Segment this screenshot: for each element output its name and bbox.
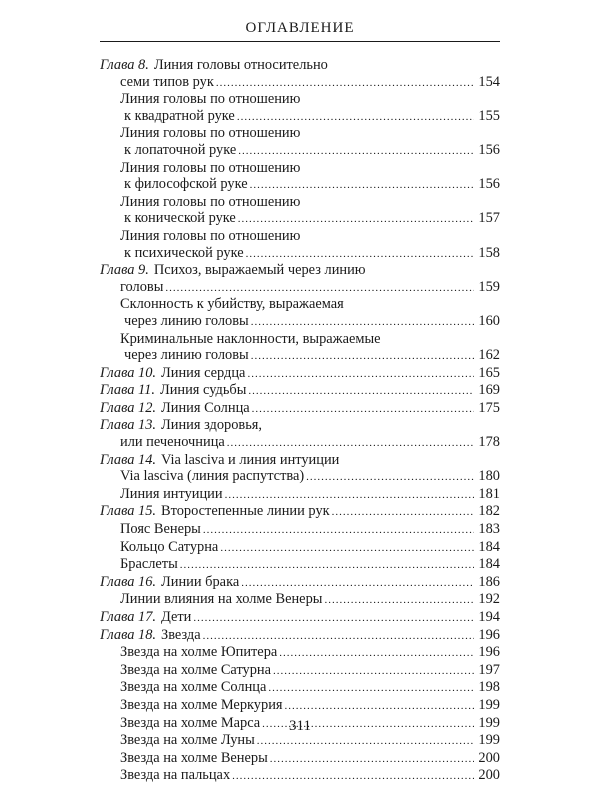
dot-leader: [180, 557, 474, 574]
chapter-label: Глава 17.: [100, 609, 156, 625]
entry-page-number: 165: [478, 364, 500, 381]
toc-line: [100, 313, 500, 331]
dot-leader: [193, 610, 474, 627]
entry-title: Линия головы относительно: [153, 57, 328, 73]
chapter-label: Глава 13.: [100, 417, 156, 434]
toc-section-entry: [100, 767, 500, 785]
entry-title: к философской руке: [124, 176, 248, 193]
toc-line: [100, 679, 500, 697]
toc-line: [100, 382, 500, 400]
dot-leader: [238, 211, 474, 228]
table-of-contents: [100, 57, 500, 785]
entry-title: Линия сердца: [161, 364, 246, 381]
chapter-label: Глава 15.: [100, 503, 156, 520]
toc-section-entry: [100, 750, 500, 768]
entry-page-number: 180: [478, 468, 500, 485]
entry-title: головы: [120, 278, 164, 295]
toc-section-entry: [100, 468, 500, 486]
entry-title: Линия судьбы: [159, 382, 247, 399]
dot-leader: [250, 177, 474, 194]
entry-page-number: 198: [478, 679, 500, 696]
toc-section-entry: [100, 679, 500, 697]
toc-section-entry: [100, 591, 500, 609]
entry-title: семи типов рук: [120, 73, 214, 90]
entry-title: Линия головы по отношению: [120, 227, 301, 244]
toc-line: [100, 574, 500, 592]
toc-chapter-entry: [100, 627, 500, 645]
dot-leader: [285, 698, 474, 715]
toc-chapter-entry: [100, 365, 500, 383]
toc-chapter-entry: [100, 382, 500, 400]
toc-line: [100, 521, 500, 539]
toc-chapter-entry: [100, 574, 500, 592]
toc-line: [100, 556, 500, 574]
toc-section-entry: [100, 486, 500, 504]
entry-page-number: 169: [478, 382, 500, 399]
toc-section-entry: [100, 91, 500, 125]
toc-section-entry: [100, 160, 500, 194]
entry-page-number: 200: [478, 749, 500, 766]
entry-page-number: 156: [478, 141, 500, 158]
toc-section-entry: [100, 697, 500, 715]
entry-title: Звезда на холме Солнца: [120, 679, 267, 696]
toc-line: [100, 417, 500, 434]
dot-leader: [306, 469, 474, 486]
chapter-label: Глава 8.: [100, 57, 149, 73]
entry-page-number: 200: [478, 767, 500, 784]
toc-line: [100, 194, 500, 211]
entry-page-number: 181: [478, 485, 500, 502]
toc-section-entry: [100, 662, 500, 680]
toc-chapter-entry: [100, 452, 500, 469]
entry-page-number: 199: [478, 732, 500, 749]
entry-title: Линии влияния на холме Венеры: [120, 591, 323, 608]
entry-page-number: 175: [478, 399, 500, 416]
toc-line: [100, 347, 500, 365]
entry-page-number: 155: [478, 107, 500, 124]
entry-title: к квадратной руке: [124, 107, 235, 124]
entry-page-number: 182: [478, 503, 500, 520]
entry-title: Линия Солнца: [161, 399, 250, 416]
entry-page-number: 192: [478, 591, 500, 608]
toc-line: [100, 400, 500, 418]
toc-line: [100, 142, 500, 160]
toc-chapter-entry: [100, 609, 500, 627]
toc-line: [100, 627, 500, 645]
entry-page-number: 196: [478, 644, 500, 661]
dot-leader: [246, 246, 474, 263]
toc-line: [100, 296, 500, 313]
dot-leader: [165, 280, 474, 297]
chapter-label: Глава 10.: [100, 364, 156, 381]
toc-section-entry: [100, 556, 500, 574]
toc-section-entry: [100, 331, 500, 365]
toc-line: [100, 262, 500, 279]
dot-leader: [273, 663, 474, 680]
entry-page-number: 178: [478, 434, 500, 451]
entry-title: Склонность к убийству, выражаемая: [120, 296, 344, 313]
entry-title: к психической руке: [124, 244, 244, 261]
entry-page-number: 154: [478, 73, 500, 90]
page-number: 311: [289, 718, 311, 734]
toc-line: [100, 57, 500, 74]
dot-leader: [270, 751, 474, 768]
entry-title: Линия интуиции: [120, 485, 223, 502]
chapter-label: Глава 16.: [100, 573, 156, 590]
dot-leader: [247, 366, 474, 383]
dot-leader: [238, 143, 474, 160]
toc-line: [100, 750, 500, 768]
header-rule: [100, 41, 500, 42]
entry-page-number: 156: [478, 176, 500, 193]
entry-title: Звезда на холме Луны: [120, 732, 255, 749]
entry-title: Via lasciva и линия интуиции: [161, 451, 340, 468]
dot-leader: [268, 680, 474, 697]
toc-line: [100, 74, 500, 92]
chapter-label: Глава 18.: [100, 626, 156, 643]
dot-leader: [232, 768, 474, 785]
chapter-label: Глава 12.: [100, 399, 156, 416]
entry-title: Браслеты: [120, 556, 178, 573]
toc-line: [100, 125, 500, 142]
entry-title: Пояс Венеры: [120, 521, 201, 538]
toc-line: [100, 108, 500, 126]
entry-page-number: 184: [478, 556, 500, 573]
entry-title: Звезда на холме Марса: [120, 714, 261, 731]
entry-title: Линии брака: [161, 573, 240, 590]
chapter-label: Глава 14.: [100, 451, 156, 468]
toc-line: [100, 228, 500, 245]
toc-chapter-entry: [100, 417, 500, 451]
dot-leader: [332, 504, 474, 521]
entry-page-number: 197: [478, 661, 500, 678]
toc-chapter-entry: [100, 262, 500, 296]
toc-line: [100, 697, 500, 715]
toc-section-entry: [100, 644, 500, 662]
entry-title: Via lasciva (линия распутства): [120, 468, 305, 485]
entry-title: Кольцо Сатурна: [120, 538, 219, 555]
toc-line: [100, 331, 500, 348]
dot-leader: [251, 314, 474, 331]
toc-section-entry: [100, 228, 500, 262]
toc-line: [100, 279, 500, 297]
entry-page-number: 196: [478, 626, 500, 643]
entry-title: или печеночница: [120, 434, 225, 451]
toc-line: [100, 767, 500, 785]
entry-page-number: 160: [478, 312, 500, 329]
dot-leader: [216, 75, 474, 92]
entry-page-number: 186: [478, 573, 500, 590]
entry-page-number: 159: [478, 278, 500, 295]
entry-title: Криминальные наклонности, выражаемые: [120, 330, 381, 347]
toc-section-entry: [100, 521, 500, 539]
entry-title: к конической руке: [124, 210, 236, 227]
dot-leader: [251, 348, 474, 365]
running-header: ОГЛАВЛЕНИЕ: [245, 20, 355, 36]
entry-title: Психоз, выражаемый через линию: [153, 262, 366, 279]
dot-leader: [237, 109, 474, 126]
dot-leader: [220, 540, 474, 557]
dot-leader: [203, 628, 474, 645]
dot-leader: [241, 575, 474, 592]
entry-title: к лопаточной руке: [124, 141, 237, 158]
toc-line: [100, 662, 500, 680]
toc-chapter-entry: [100, 503, 500, 521]
dot-leader: [252, 401, 474, 418]
entry-page-number: 199: [478, 696, 500, 713]
toc-line: [100, 503, 500, 521]
toc-line: [100, 539, 500, 557]
entry-title: Линия головы по отношению: [120, 193, 301, 210]
toc-line: [100, 91, 500, 108]
entry-page-number: 194: [478, 609, 500, 625]
entry-page-number: 184: [478, 538, 500, 555]
entry-title: Звезда на пальцах: [120, 767, 231, 784]
entry-page-number: 162: [478, 347, 500, 364]
toc-line: [100, 486, 500, 504]
toc-line: [100, 609, 500, 627]
entry-page-number: 157: [478, 210, 500, 227]
dot-leader: [324, 592, 474, 609]
toc-line: [100, 176, 500, 194]
entry-title: через линию головы: [124, 312, 249, 329]
entry-title: Звезда на холме Меркурия: [120, 696, 283, 713]
toc-section-entry: [100, 125, 500, 159]
entry-title: через линию головы: [124, 347, 249, 364]
toc-line: [100, 644, 500, 662]
chapter-label: Глава 11.: [100, 382, 155, 399]
toc-line: [100, 452, 500, 469]
entry-title: Звезда на холме Сатурна: [120, 661, 272, 678]
entry-title: Линия головы по отношению: [120, 125, 301, 142]
toc-line: [100, 160, 500, 177]
entry-title: Линия головы по отношению: [120, 91, 301, 108]
toc-chapter-entry: [100, 57, 500, 91]
toc-chapter-entry: [100, 400, 500, 418]
toc-line: [100, 468, 500, 486]
toc-line: [100, 365, 500, 383]
toc-line: [100, 245, 500, 263]
toc-section-entry: [100, 539, 500, 557]
toc-section-entry: [100, 194, 500, 228]
entry-title: Звезда: [161, 626, 201, 643]
entry-title: Дети: [161, 609, 192, 625]
dot-leader: [279, 645, 474, 662]
chapter-label: Глава 9.: [100, 262, 149, 279]
entry-title: Линия здоровья,: [161, 417, 262, 434]
toc-line: [100, 434, 500, 452]
entry-title: Второстепенные линии рук: [161, 503, 330, 520]
dot-leader: [203, 522, 474, 539]
toc-line: [100, 210, 500, 228]
toc-line: [100, 591, 500, 609]
dot-leader: [257, 733, 474, 750]
entry-page-number: 183: [478, 521, 500, 538]
dot-leader: [248, 383, 474, 400]
entry-title: Линия головы по отношению: [120, 159, 301, 176]
entry-title: Звезда на холме Венеры: [120, 749, 268, 766]
dot-leader: [227, 435, 474, 452]
entry-page-number: 158: [478, 244, 500, 261]
entry-page-number: 199: [478, 714, 500, 731]
entry-title: Звезда на холме Юпитера: [120, 644, 278, 661]
toc-section-entry: [100, 296, 500, 330]
dot-leader: [225, 487, 474, 504]
